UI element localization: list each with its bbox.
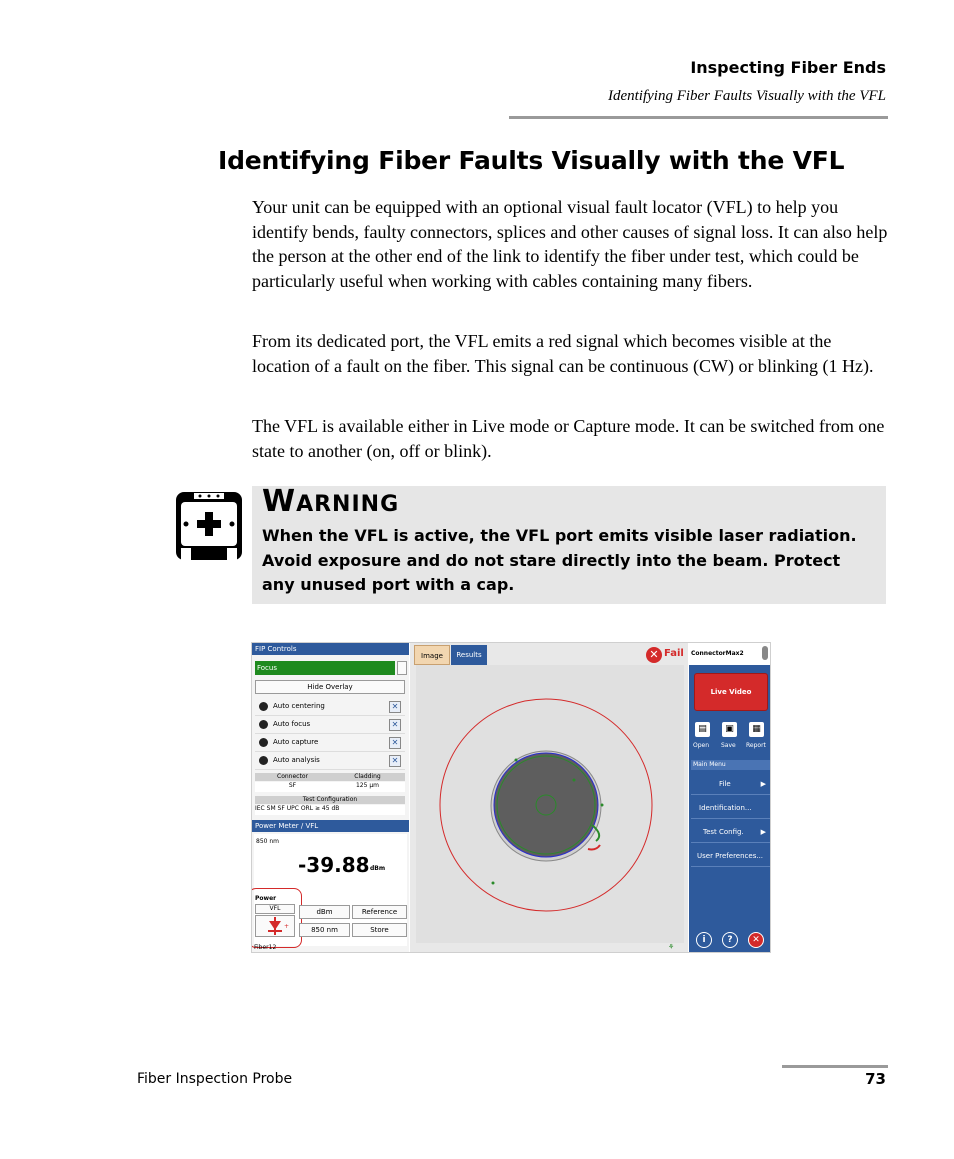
test-config-value: IEC SM SF UPC ORL ≥ 45 dB [255,805,405,815]
report-icon[interactable]: ▦ [749,722,764,737]
menu-item-user-preferences[interactable]: User Preferences... [691,845,770,867]
hide-overlay-button[interactable]: Hide Overlay [255,680,405,694]
menu-item-identification[interactable]: Identification... [691,797,770,819]
dial-icon [259,756,268,765]
battery-icon [762,646,768,660]
tab-image[interactable]: Image [414,645,450,665]
dial-icon [259,702,268,711]
vfl-label: VFL [255,904,295,914]
running-header-chapter: Inspecting Fiber Ends [690,58,886,77]
footer-rule [782,1065,888,1068]
tab-results[interactable]: Results [451,645,487,665]
right-panel [689,643,771,953]
power-meter-title: Power Meter / VFL [252,820,409,832]
option-auto-centering[interactable]: Auto centering ✕ [255,698,405,716]
status-fail: Fail [664,648,684,659]
fiber-end-view [416,665,684,943]
app-name: ConnectorMax2 [691,650,744,657]
info-icon[interactable]: i [696,932,712,948]
fiber-label: Fiber12 [254,944,277,951]
running-header-section: Identifying Fiber Faults Visually with the VFL [607,88,886,104]
checkbox-icon[interactable]: ✕ [389,701,401,713]
svg-text:+: + [284,923,290,930]
paragraph-2: From its dedicated port, the VFL emits a red signal which becomes visible at the location of a fault on the fiber. This signal can be continuous (CW) or blinking (1 Hz). [252,331,874,376]
connector-value: SF [255,782,330,792]
folder-icon[interactable]: ▤ [695,722,710,737]
warning-text: When the VFL is active, the VFL port emits visible laser radiation. Avoid exposure and do not stare directly into the beam. Protect any unused port with a cap. [262,526,857,594]
power-reading: -39.88 [298,853,370,877]
focus-bar[interactable]: Focus [255,661,395,675]
power-label: Power [255,895,277,902]
warning-title: WARNING [262,484,400,519]
option-auto-capture[interactable]: Auto capture ✕ [255,734,405,752]
connector-header: Connector [255,773,330,781]
dbm-button[interactable]: dBm [299,905,350,919]
connectormax-screenshot [251,642,771,953]
probe-icon: ⚘ [668,943,675,951]
checkbox-icon[interactable]: ✕ [389,755,401,767]
reference-button[interactable]: Reference [352,905,407,919]
power-unit: dBm [370,865,386,872]
open-label: Open [693,742,710,749]
warning-icon [176,490,242,562]
save-label: Save [721,742,736,749]
fiber-end-image [416,665,684,943]
live-video-button[interactable]: Live Video [694,673,768,711]
report-label: Report [746,742,766,749]
header-rule [509,116,888,119]
main-menu-title: Main Menu [691,760,770,770]
store-button[interactable]: Store [352,923,407,937]
section-title: Identifying Fiber Faults Visually with the VFL [218,146,845,175]
wavelength-button[interactable]: 850 nm [299,923,350,937]
fail-icon: ✕ [646,647,662,663]
menu-item-test-config[interactable]: Test Config. ▶ [691,821,770,843]
checkbox-icon[interactable]: ✕ [389,737,401,749]
page-number: 73 [865,1070,886,1088]
dial-icon [259,738,268,747]
vfl-highlight-circle [251,888,302,948]
menu-item-file[interactable]: File ▶ [691,773,770,795]
image-panel [410,643,688,953]
fip-controls-panel [252,643,409,953]
wavelength-label: 850 nm [256,838,280,845]
fip-controls-title: FIP Controls [252,643,409,655]
cladding-value: 125 µm [330,782,405,792]
arrow-right-icon: ▶ [760,780,766,788]
help-icon[interactable]: ? [722,932,738,948]
test-config-header: Test Configuration [255,796,405,804]
save-icon[interactable]: ▣ [722,722,737,737]
close-icon[interactable]: ✕ [748,932,764,948]
cladding-header: Cladding [330,773,405,781]
option-auto-analysis[interactable]: Auto analysis ✕ [255,752,405,770]
footer-title: Fiber Inspection Probe [137,1071,293,1087]
arrow-right-icon: ▶ [760,828,766,836]
paragraph-1: Your unit can be equipped with an optional visual fault locator (VFL) to help you identify bends, faulty connectors, splices and other causes of signal loss. It can also help the person at the other end of the link to identify the fiber under test, which could be particularly useful when working with cables containing many fibers. [252,197,888,291]
option-auto-focus[interactable]: Auto focus ✕ [255,716,405,734]
paragraph-3: The VFL is available either in Live mode or Capture mode. It can be switched from one state to another (on, off or blink). [252,416,885,461]
dial-icon [259,720,268,729]
checkbox-icon[interactable]: ✕ [389,719,401,731]
focus-scroll[interactable] [397,661,407,675]
